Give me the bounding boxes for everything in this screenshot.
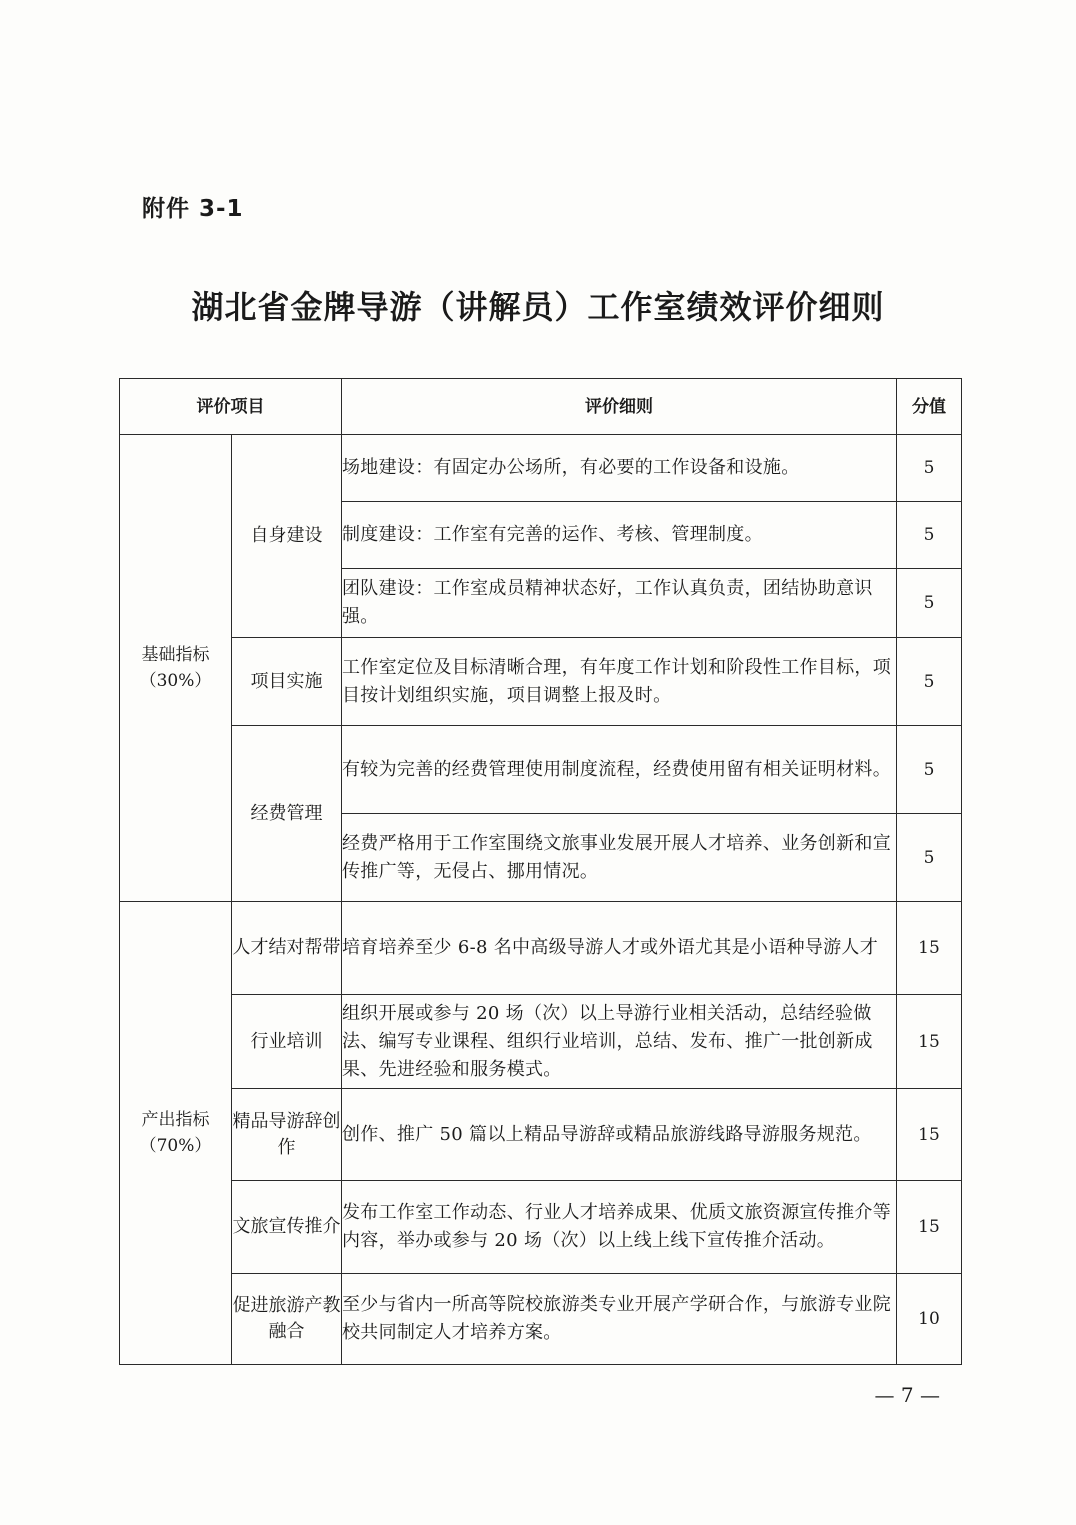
detail-cell: 发布工作室工作动态、行业人才培养成果、优质文旅资源宣传推介等内容，举办或参与 20 场（次）以上线上线下宣传推介活动。 [342, 1181, 897, 1274]
detail-cell: 组织开展或参与 20 场（次）以上导游行业相关活动，总结经验做法、编写专业课程、组织行业培训，总结、发布、推广一批创新成果、先进经验和服务模式。 [342, 995, 897, 1089]
score-cell: 5 [897, 569, 962, 638]
detail-cell: 至少与省内一所高等院校旅游类专业开展产学研合作，与旅游专业院校共同制定人才培养方案。 [342, 1274, 897, 1365]
column-header-item: 评价项目 [120, 379, 342, 435]
score-cell: 5 [897, 502, 962, 569]
category-weight: （70%） [139, 1136, 212, 1156]
table-row [120, 902, 962, 995]
score-cell: 15 [897, 902, 962, 995]
detail-cell: 培育培养至少 6-8 名中高级导游人才或外语尤其是小语种导游人才 [342, 902, 897, 995]
score-cell: 5 [897, 638, 962, 726]
table-row [120, 995, 962, 1089]
detail-cell: 工作室定位及目标清晰合理，有年度工作计划和阶段性工作目标，项目按计划组织实施，项目调整上报及时。 [342, 638, 897, 726]
score-cell: 5 [897, 726, 962, 814]
column-header-detail: 评价细则 [342, 379, 897, 435]
score-cell: 15 [897, 995, 962, 1089]
detail-cell: 团队建设：工作室成员精神状态好，工作认真负责，团结协助意识强。 [342, 569, 897, 638]
detail-cell: 制度建设：工作室有完善的运作、考核、管理制度。 [342, 502, 897, 569]
table-row [120, 1181, 962, 1274]
score-cell: 5 [897, 814, 962, 902]
table-row [120, 638, 962, 726]
subcategory-project-implementation: 项目实施 [232, 638, 342, 726]
evaluation-table [119, 378, 962, 1365]
attachment-label: 附件 3-1 [142, 196, 244, 222]
column-header-score: 分值 [897, 379, 962, 435]
page-number [0, 1383, 1076, 1407]
subcategory-industry-training: 行业培训 [232, 995, 342, 1089]
page-title: 湖北省金牌导游（讲解员）工作室绩效评价细则 [191, 288, 885, 326]
detail-cell: 经费严格用于工作室围绕文旅事业发展开展人才培养、业务创新和宣传推广等，无侵占、挪用情况。 [342, 814, 897, 902]
detail-cell: 有较为完善的经费管理使用制度流程，经费使用留有相关证明材料。 [342, 726, 897, 814]
page-number-text: — 7 — [874, 1383, 940, 1407]
subcategory-guide-script-creation: 精品导游辞创作 [232, 1089, 342, 1181]
subcategory-fund-management: 经费管理 [232, 726, 342, 902]
table-row [120, 1089, 962, 1181]
subcategory-tourism-promotion: 文旅宣传推介 [232, 1181, 342, 1274]
score-cell: 5 [897, 435, 962, 502]
detail-cell: 场地建设：有固定办公场所，有必要的工作设备和设施。 [342, 435, 897, 502]
detail-cell: 创作、推广 50 篇以上精品导游辞或精品旅游线路导游服务规范。 [342, 1089, 897, 1181]
category-output [120, 902, 232, 1365]
table-row [120, 435, 962, 502]
table-row [120, 726, 962, 814]
score-cell: 15 [897, 1181, 962, 1274]
table-row [120, 1274, 962, 1365]
table-header-row [120, 379, 962, 435]
subcategory-self-construction: 自身建设 [232, 435, 342, 638]
score-cell: 10 [897, 1274, 962, 1365]
category-basic [120, 435, 232, 902]
category-weight: （30%） [139, 671, 212, 691]
category-name: 基础指标 [141, 645, 210, 665]
score-cell: 15 [897, 1089, 962, 1181]
category-name: 产出指标 [141, 1110, 210, 1130]
subcategory-talent-mentoring: 人才结对帮带 [232, 902, 342, 995]
subcategory-industry-education: 促进旅游产教融合 [232, 1274, 342, 1365]
